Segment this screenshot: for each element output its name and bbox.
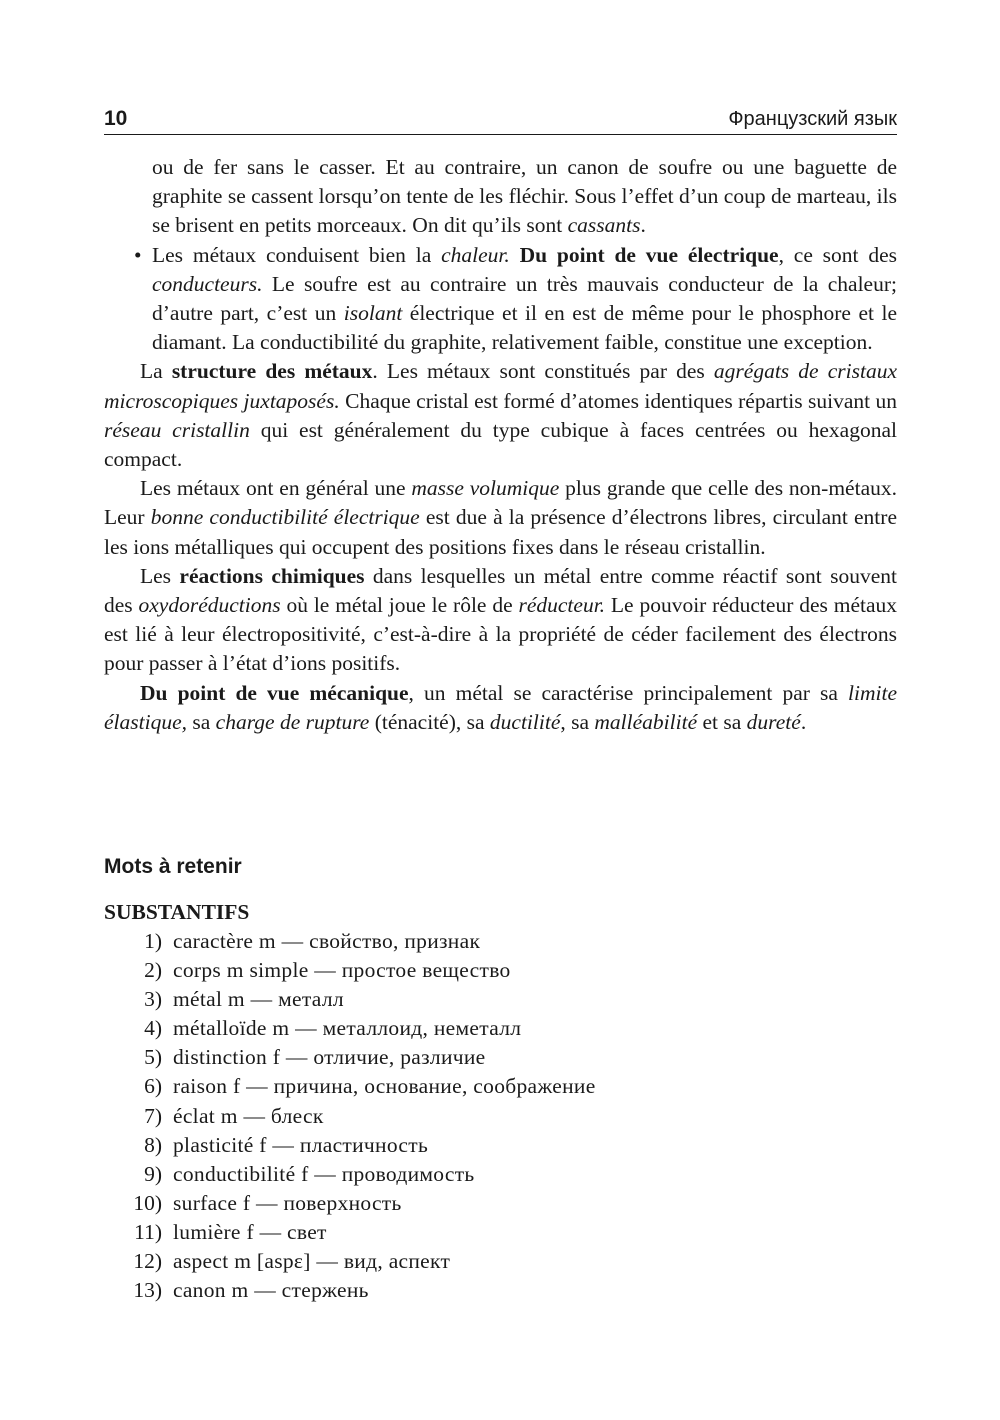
- vocab-entry: caractère m — свойство, признак: [173, 929, 481, 953]
- vocab-number: 4): [144, 1016, 162, 1041]
- page-number: 10: [104, 107, 128, 130]
- running-header: [104, 104, 897, 135]
- vocab-entry: distinction f — отличие, различие: [173, 1045, 486, 1070]
- vocab-item: [104, 1247, 897, 1276]
- vocab-entry: corps m simple — простое вещество: [173, 958, 511, 983]
- vocab-entry: plasticité f — пластичность: [173, 1132, 429, 1157]
- vocab-number: 2): [144, 958, 162, 983]
- vocab-item: [104, 1218, 897, 1247]
- vocab-entry: métalloïde m — металлоид, неметалл: [173, 1016, 522, 1041]
- vocab-item: [104, 985, 897, 1014]
- vocab-item: [104, 1043, 897, 1072]
- vocab-entry: canon m — стержень: [173, 1278, 369, 1303]
- vocab-number: 7): [144, 1103, 162, 1128]
- vocab-entry: lumière f — свет: [173, 1219, 327, 1244]
- vocab-entry: éclat m — блеск: [173, 1103, 324, 1128]
- vocab-number: 10): [133, 1190, 162, 1215]
- vocab-item: [104, 1072, 897, 1101]
- paragraph-reactions: Les réactions chimiques dans lesquelles un métal entre comme réactif sont souvent des oxydoréductions où le métal joue le rôle de réducteur. Le pouvoir réducteur des métaux est lié à leur électropositivité, c’est-à-dire à la propriété de céder facilement des électrons pour passer à l’état d’ions positifs.: [104, 563, 897, 676]
- vocab-entry: aspect m [aspɛ] — вид, аспект: [173, 1249, 451, 1274]
- vocab-item: [104, 927, 897, 956]
- paragraph-density: Les métaux ont en général une masse volumique plus grande que celle des non-métaux. Leur bonne conductibilité électrique est due à la présence d’électrons libres, circulant entre les ions métalliques qui occupent des positions fixes dans le réseau cristallin.: [104, 476, 897, 559]
- vocab-item: [104, 1160, 897, 1189]
- vocab-number: 3): [144, 987, 162, 1012]
- bullet-paragraph: • Les métaux conduisent bien la chaleur. Du point de vue électrique, ce sont des conducteurs. Le soufre est au contraire un très mauvais conducteur de la chaleur; d’autre part, c’est un isolant électrique et il en est de même pour le phosphore et le diamant. La conductibilité du graphite, relativement faible, constitue une exception.: [134, 242, 897, 355]
- vocab-entry: conductibilité f — проводимость: [173, 1161, 475, 1186]
- vocab-list: [104, 927, 897, 1305]
- vocab-entry: métal m — металл: [173, 987, 344, 1012]
- bullet-mark: •: [134, 242, 142, 267]
- vocab-number: 12): [133, 1249, 162, 1274]
- vocab-item: [104, 1189, 897, 1218]
- paragraph-structure: La structure des métaux. Les métaux sont constitués par des agrégats de cristaux microscopiques juxtaposés. Chaque cristal est formé d’atomes identiques répartis suivant un réseau cristallin qui est généralement du type cubique à faces centrées ou hexagonal compact.: [104, 359, 898, 472]
- vocab-entry: raison f — причина, основание, соображение: [173, 1074, 596, 1099]
- continued-paragraph: ou de fer sans le casser. Et au contraire, un canon de soufre ou une baguette de graphite se cassent lorsqu’on tente de les fléchir. Sous l’effet d’un coup de marteau, ils se brisent en petits morceaux. On dit qu’ils sont cassants.: [152, 155, 897, 238]
- vocab-number: 5): [144, 1045, 162, 1070]
- vocab-item: [104, 956, 897, 985]
- subheading: SUBSTANTIFS: [104, 900, 250, 924]
- vocab-number: 11): [134, 1219, 162, 1244]
- main-text: [104, 153, 897, 737]
- running-title: Французский язык: [728, 108, 897, 130]
- vocab-entry: surface f — поверхность: [173, 1190, 402, 1215]
- vocab-number: 8): [144, 1132, 162, 1157]
- vocab-number: 1): [144, 929, 162, 953]
- vocab-item: [104, 1014, 897, 1043]
- section-title: Mots à retenir: [104, 855, 242, 878]
- vocab-item: [104, 1102, 897, 1131]
- paragraph-mechanical: Du point de vue mécanique, un métal se caractérise principalement par sa limite élastique, sa charge de rupture (ténacité), sa ductilité, sa malléabilité et sa dureté.: [104, 680, 897, 734]
- vocab-number: 6): [144, 1074, 162, 1099]
- vocab-item: [104, 1131, 897, 1160]
- vocab-number: 13): [133, 1278, 162, 1303]
- vocab-number: 9): [144, 1161, 162, 1186]
- vocab-item: [104, 1276, 897, 1305]
